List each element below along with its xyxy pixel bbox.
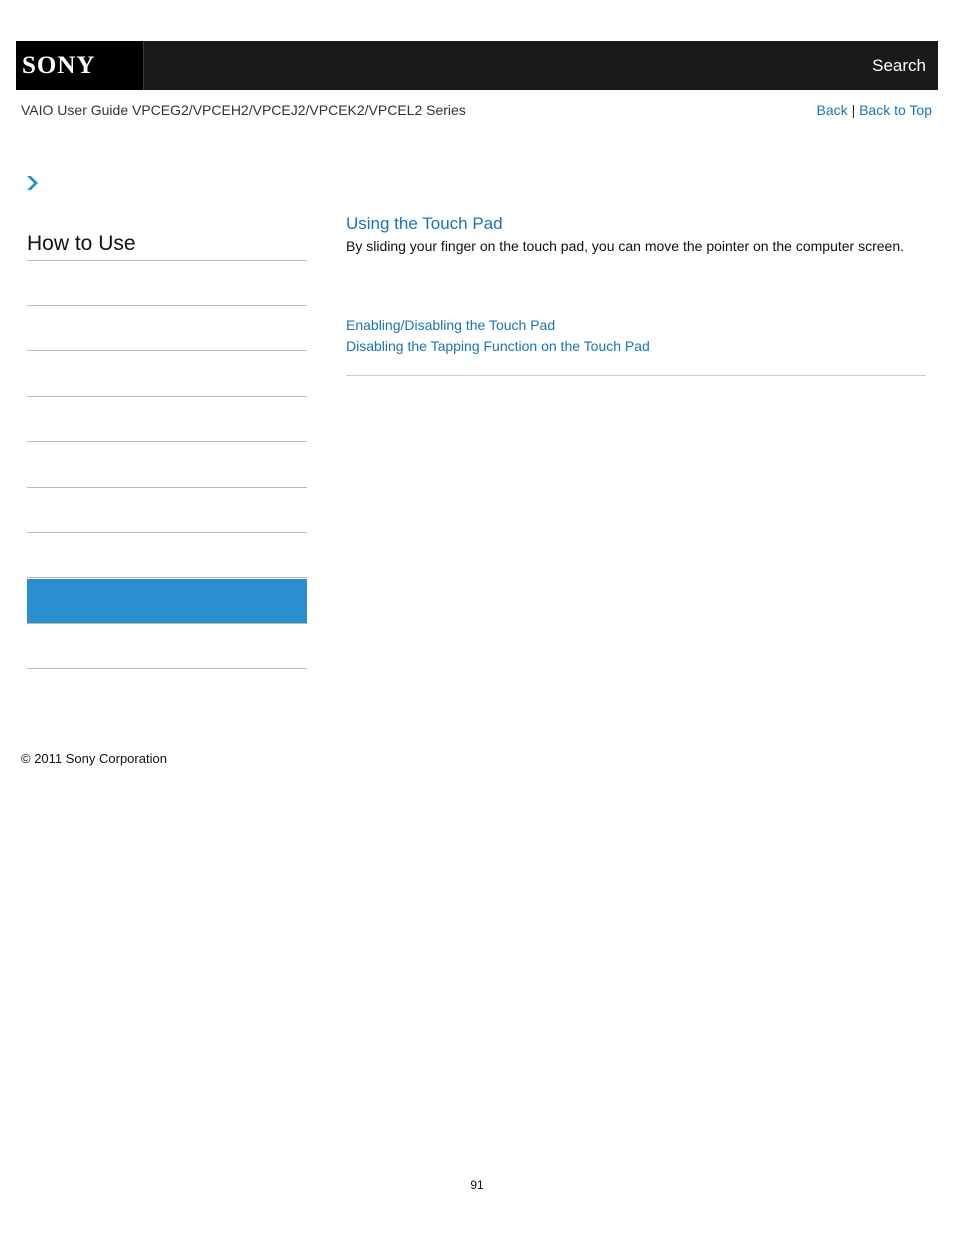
copyright-text: © 2011 Sony Corporation [21, 751, 167, 766]
sidebar-item[interactable] [27, 352, 307, 397]
top-navigation [817, 102, 932, 118]
sidebar-item[interactable] [27, 533, 307, 578]
page-description: By sliding your finger on the touch pad, you can move the pointer on the computer screen. [346, 238, 904, 254]
sidebar-item[interactable] [27, 624, 307, 669]
disabling-tapping-function-link[interactable]: Disabling the Tapping Function on the Touch Pad [346, 338, 650, 354]
sony-logo [16, 41, 144, 90]
sidebar-item[interactable] [27, 261, 307, 306]
sidebar-item-divider [27, 668, 307, 669]
logo-text: SONY [22, 52, 96, 79]
back-link[interactable]: Back [816, 102, 848, 118]
search-button[interactable]: Search [872, 56, 926, 75]
guide-title: VAIO User Guide VPCEG2/VPCEH2/VPCEJ2/VPCEK2/VPCEL2 Series [21, 102, 466, 118]
page-number: 91 [470, 1178, 484, 1192]
sidebar-item[interactable] [27, 306, 307, 351]
sidebar-item[interactable] [27, 397, 307, 442]
content-divider [346, 375, 926, 376]
chevron-right-icon[interactable] [25, 175, 40, 196]
link-separator: | [851, 102, 856, 118]
sidebar-item[interactable] [27, 579, 307, 624]
sidebar-title: How to Use [27, 232, 136, 255]
sidebar-item[interactable] [27, 488, 307, 533]
enabling-disabling-touch-pad-link[interactable]: Enabling/Disabling the Touch Pad [346, 317, 556, 333]
header-bar [16, 41, 938, 90]
back-to-top-link[interactable]: Back to Top [859, 102, 932, 118]
sidebar-item[interactable] [27, 443, 307, 488]
page-title: Using the Touch Pad [346, 214, 503, 233]
